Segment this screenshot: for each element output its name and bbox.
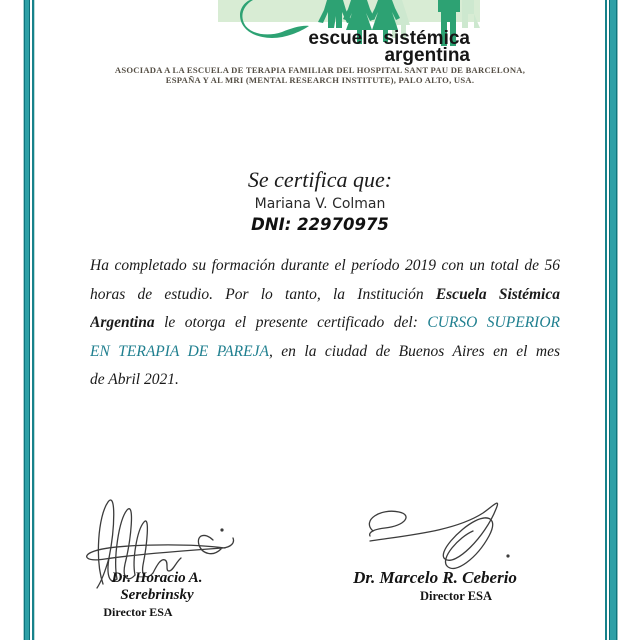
certificate-body <box>90 252 560 395</box>
body-text: Ha completado su formación durante el período 2019 con un total de 56 <box>90 257 560 274</box>
signatory-right <box>345 568 525 604</box>
sig-left-dot <box>220 528 223 531</box>
sig-right-loops <box>370 503 498 568</box>
body-line-5 <box>90 366 560 395</box>
sig-right-curl <box>369 511 406 536</box>
signatory-left <box>77 570 237 620</box>
association-line-2: ESPAÑA Y AL MRI (MENTAL RESEARCH INSTITUTE), PALO ALTO, USA. <box>165 74 475 85</box>
brand-name <box>308 30 470 64</box>
body-text: Escuela Sistémica <box>435 285 560 303</box>
association-line-1: ASOCIADA A LA ESCUELA DE TERAPIA FAMILIAR DEL HOSPITAL SANT PAU DE BARCELONA, <box>114 65 526 75</box>
sig-left-loop-3 <box>134 521 153 577</box>
page-border-left <box>23 0 35 640</box>
sig-left-loop-2 <box>116 509 135 579</box>
brand-line-1: escuela sistémica <box>308 28 470 49</box>
body-line-2 <box>90 281 560 310</box>
body-text: de Abril 2021. <box>90 371 179 388</box>
page-border-right <box>605 0 619 640</box>
body-line-1 <box>90 252 560 281</box>
body-text: horas de estudio. Por lo tanto, la Institución <box>90 285 436 303</box>
body-line-4 <box>90 338 560 367</box>
signatory-right-name: Dr. Marcelo R. Ceberio <box>353 568 517 587</box>
association-text <box>0 66 640 85</box>
sig-left-hook <box>198 535 221 553</box>
course-title-text: CURSO SUPERIOR <box>427 314 560 331</box>
body-line-3 <box>90 309 560 338</box>
brand-line-2: argentina <box>384 45 470 66</box>
body-text: Argentina <box>90 314 155 331</box>
recipient-name: Mariana V. Colman <box>254 196 386 212</box>
course-title-text: EN TERAPIA DE PAREJA <box>90 342 269 360</box>
sig-right-dot <box>506 554 509 557</box>
body-text: le otorga el presente certificado del: <box>154 314 428 331</box>
body-text: , en la ciudad de Buenos Aires en el mes <box>268 342 560 360</box>
certify-intro: Se certifica que: <box>247 167 393 192</box>
signatory-left-name: Dr. Horacio A. Serebrinsky <box>111 570 203 603</box>
recipient-dni: DNI: 22970975 <box>251 215 389 234</box>
signatory-right-title: Director ESA <box>419 589 493 603</box>
signatory-left-title: Director ESA <box>103 605 173 619</box>
